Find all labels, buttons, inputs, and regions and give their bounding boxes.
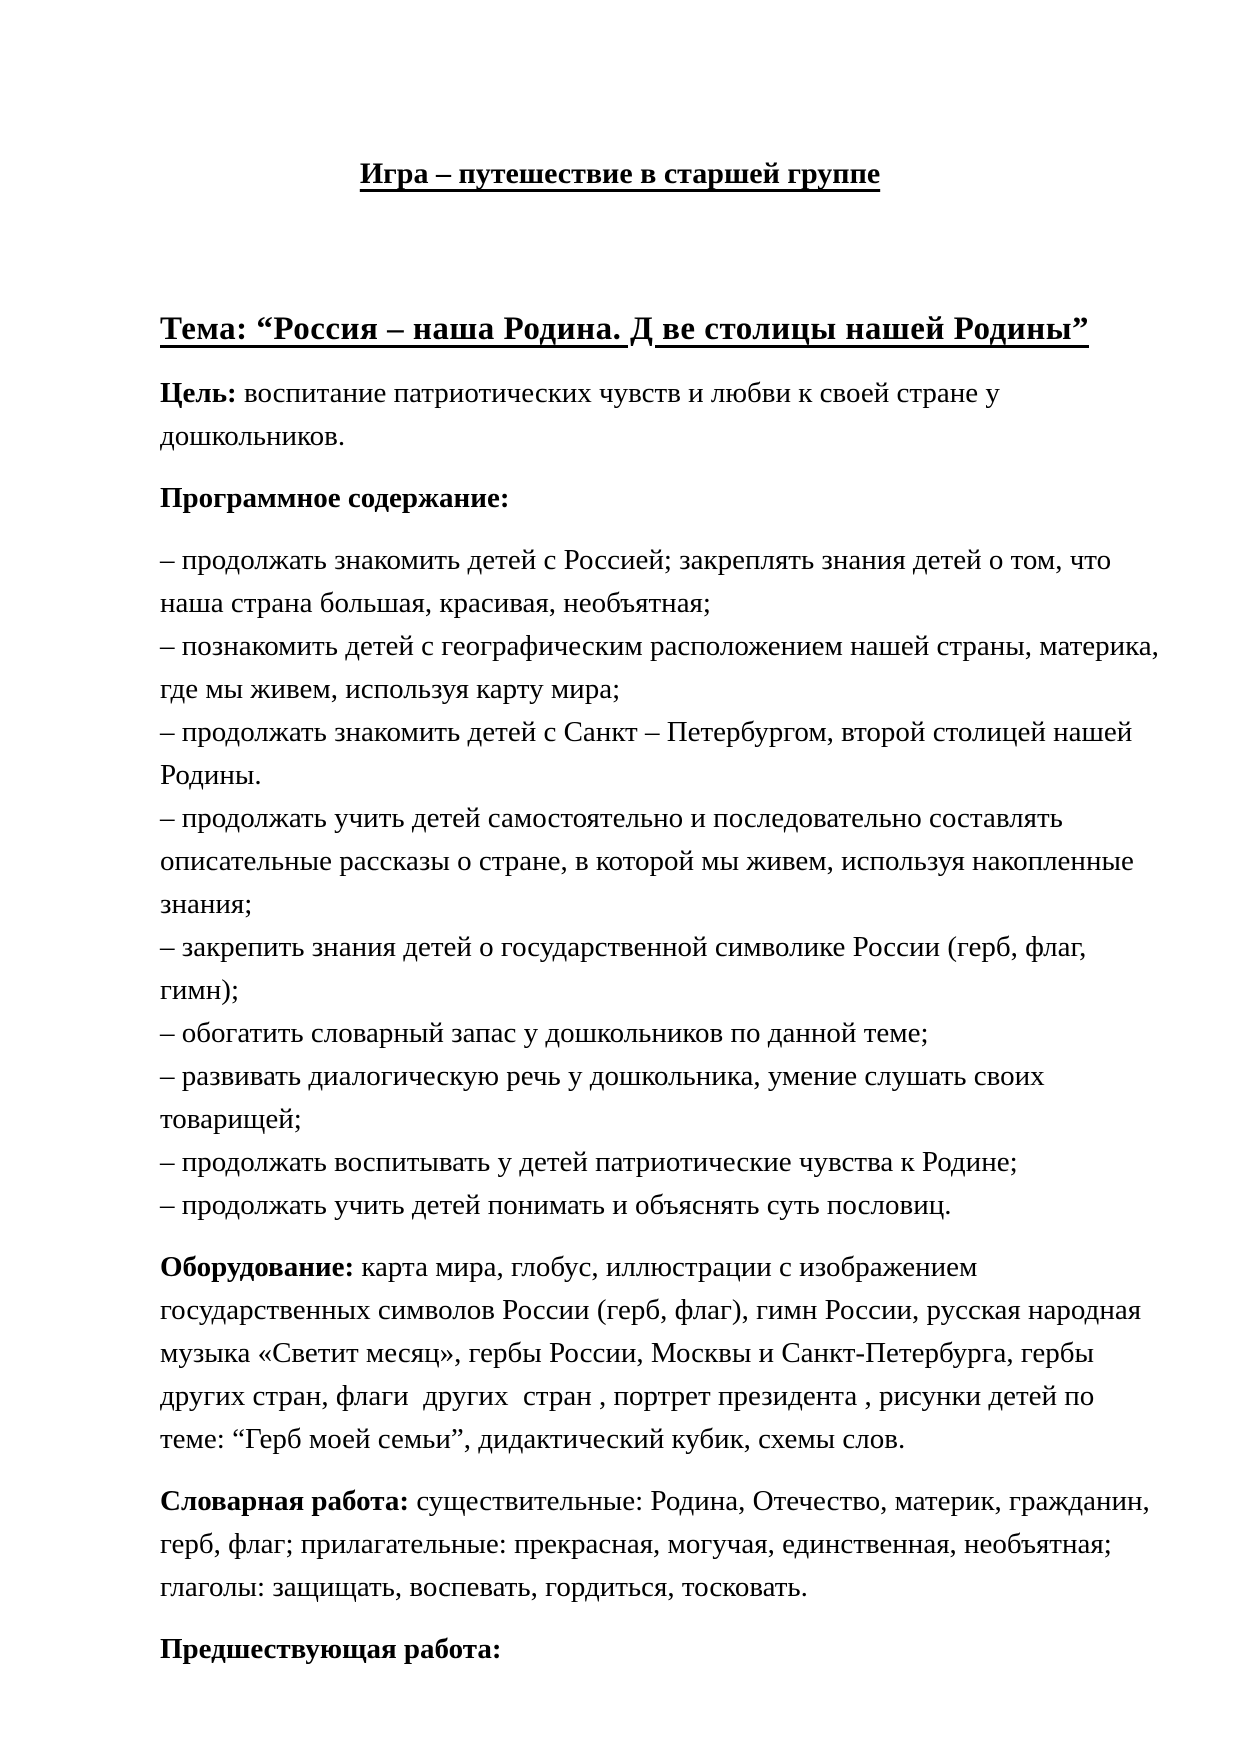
goal-paragraph <box>160 372 1160 458</box>
equipment-label: Оборудование: <box>160 1251 355 1283</box>
program-list-item: – познакомить детей с географическим расположением нашей страны, материка, где мы живем, используя карту мира; <box>160 630 1167 705</box>
program-list-item: – продолжать знакомить детей с Россией; закреплять знания детей о том, что наша страна большая, красивая, необъятная; <box>160 544 1119 619</box>
vocabulary-paragraph <box>160 1480 1160 1609</box>
theme-heading <box>160 305 1160 353</box>
program-list-item: – обогатить словарный запас у дошкольников по данной теме; <box>160 1017 929 1049</box>
program-list-item: – продолжать воспитывать у детей патриотические чувства к Родине; <box>160 1146 1018 1178</box>
document-title <box>160 152 1080 195</box>
program-list-item: – продолжать учить детей понимать и объяснять суть пословиц. <box>160 1189 952 1221</box>
program-list-item: – продолжать знакомить детей с Санкт – Петербургом, второй столицей нашей Родины. <box>160 716 1140 791</box>
document-title-text: Игра – путешествие в старшей группе <box>359 157 881 190</box>
program-list-item: – развивать диалогическую речь у дошкольника, умение слушать своих товарищей; <box>160 1060 1052 1135</box>
program-list-item: – продолжать учить детей самостоятельно и последовательно составлять описательные рассказы о стране, в которой мы живем, используя накопленные знания; <box>160 802 1142 920</box>
goal-text: воспитание патриотических чувств и любви к своей стране у дошкольников. <box>160 377 1008 452</box>
vocabulary-text: существительные: Родина, Отечество, материк, гражданин, герб, флаг; прилагательные: прекрасная, могучая, единственная, необъятная; глаголы: защищать, воспевать, гордиться, тосковать. <box>160 1485 1158 1603</box>
theme-heading-text: Тема: “Россия – наша Родина. Д ве столицы нашей Родины” <box>160 311 1089 347</box>
program-content-list <box>160 539 1167 1227</box>
vocabulary-label: Словарная работа: <box>160 1485 410 1517</box>
equipment-text: карта мира, глобус, иллюстрации с изображением государственных символов России (герб, флаг), гимн России, русская народная музыка «Светит месяц», гербы России, Москвы и Санкт-Петербурга, гербы других стран, флаги других стран , портрет президента , рисунки детей по теме: “Герб моей семьи”, дидактический кубик, схемы слов. <box>160 1251 1149 1455</box>
goal-label: Цель: <box>160 377 237 409</box>
program-content-heading: Программное содержание: <box>160 482 510 514</box>
program-list-item: – закрепить знания детей о государственной символике России (герб, флаг, гимн); <box>160 931 1094 1006</box>
equipment-paragraph <box>160 1246 1160 1461</box>
preceding-work-heading: Предшествующая работа: <box>160 1633 502 1665</box>
